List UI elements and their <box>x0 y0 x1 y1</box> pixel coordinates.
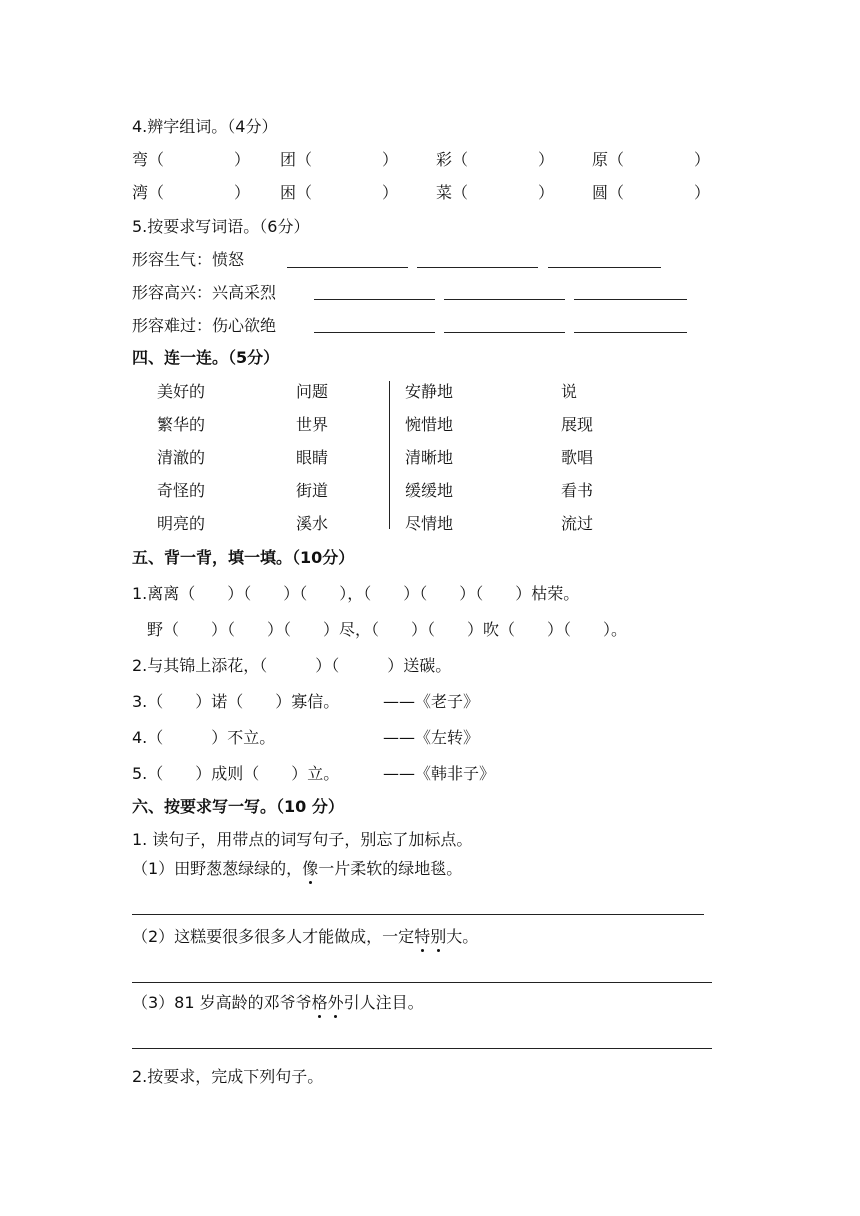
sentence-3 <box>132 993 424 1013</box>
dotted-word: 格 <box>311 993 328 1012</box>
char-bracket-open: 团（ <box>280 150 313 169</box>
question-4-title: 4.辨字组词。（4分） <box>132 117 278 136</box>
dotted-word: 别 <box>430 927 447 946</box>
char-bracket-open: 困（ <box>280 183 313 202</box>
recite-line-3: 2.与其锦上添花，（ ）（ ）送碳。 <box>132 656 452 675</box>
sentence-text: （3）81 岁高龄的邓爷爷 <box>132 993 312 1012</box>
source-citation: ——《老子》 <box>383 692 480 711</box>
answer-blank[interactable] <box>287 267 408 268</box>
answer-line[interactable] <box>132 1048 712 1049</box>
sentence-text: 大。 <box>446 927 479 946</box>
connect-item[interactable]: 明亮的 <box>157 514 206 533</box>
recite-line-4: 3.（ ）诺（ ）寡信。 <box>132 692 340 711</box>
answer-blank[interactable] <box>444 299 565 300</box>
char-bracket-open: 圆（ <box>592 183 625 202</box>
char-bracket-close: ） <box>538 183 555 202</box>
section-connect-title: 四、连一连。（5分） <box>132 348 280 367</box>
connect-item[interactable]: 看书 <box>561 481 594 500</box>
connect-item[interactable]: 溪水 <box>296 514 329 533</box>
connect-item[interactable]: 繁华的 <box>157 415 206 434</box>
connect-item[interactable]: 展现 <box>561 415 594 434</box>
sentence-1 <box>132 859 462 879</box>
answer-blank[interactable] <box>574 299 687 300</box>
char-bracket-close: ） <box>234 150 251 169</box>
answer-line[interactable] <box>132 982 712 983</box>
dotted-word: 外 <box>327 993 344 1012</box>
word-prompt-happy: 形容高兴：兴高采烈 <box>132 283 277 302</box>
sentence-text: （1）田野葱葱绿绿的， <box>132 859 303 878</box>
char-bracket-close: ） <box>382 150 399 169</box>
source-citation: ——《左转》 <box>383 728 480 747</box>
char-bracket-open: 彩（ <box>436 150 469 169</box>
connect-item[interactable]: 尽情地 <box>405 514 454 533</box>
char-bracket-close: ） <box>234 183 251 202</box>
word-prompt-angry: 形容生气：愤怒 <box>132 250 245 269</box>
recite-line-1: 1.离离（ ）（ ）（ ），（ ）（ ）（ ）枯荣。 <box>132 584 580 603</box>
connect-item[interactable]: 街道 <box>296 481 329 500</box>
answer-blank[interactable] <box>314 299 435 300</box>
connect-item[interactable]: 世界 <box>296 415 329 434</box>
section-write-title: 六、按要求写一写。（10 分） <box>132 797 344 816</box>
connect-item[interactable]: 歌唱 <box>561 448 594 467</box>
sentence-text: （2）这糕要很多很多人才能做成，一定 <box>132 927 415 946</box>
sentence-text: 引人注目。 <box>343 993 424 1012</box>
section-recite-title: 五、背一背，填一填。（10分） <box>132 548 355 567</box>
word-prompt-sad: 形容难过：伤心欲绝 <box>132 316 277 335</box>
answer-blank[interactable] <box>314 332 435 333</box>
char-bracket-open: 菜（ <box>436 183 469 202</box>
recite-line-2: 野（ ）（ ）（ ）尽，（ ）（ ）吹（ ）（ ）。 <box>147 620 628 639</box>
answer-blank[interactable] <box>574 332 687 333</box>
write-instruction: 1. 读句子，用带点的词写句子，别忘了加标点。 <box>132 830 473 849</box>
question-2-title: 2.按要求，完成下列句子。 <box>132 1067 324 1086</box>
connect-item[interactable]: 奇怪的 <box>157 481 206 500</box>
connect-item[interactable]: 清晰地 <box>405 448 454 467</box>
answer-blank[interactable] <box>548 267 661 268</box>
char-bracket-open: 原（ <box>592 150 625 169</box>
connect-item[interactable]: 说 <box>561 382 578 401</box>
connect-item[interactable]: 清澈的 <box>157 448 206 467</box>
answer-blank[interactable] <box>417 267 538 268</box>
column-divider <box>389 381 390 529</box>
answer-line[interactable] <box>132 914 704 915</box>
char-bracket-close: ） <box>694 183 711 202</box>
connect-item[interactable]: 流过 <box>561 514 594 533</box>
recite-line-5: 4.（ ）不立。 <box>132 728 276 747</box>
char-bracket-close: ） <box>382 183 399 202</box>
connect-item[interactable]: 眼睛 <box>296 448 329 467</box>
connect-item[interactable]: 美好的 <box>157 382 206 401</box>
recite-line-6: 5.（ ）成则（ ）立。 <box>132 764 340 783</box>
char-bracket-close: ） <box>538 150 555 169</box>
connect-item[interactable]: 缓缓地 <box>405 481 454 500</box>
connect-item[interactable]: 惋惜地 <box>405 415 454 434</box>
answer-blank[interactable] <box>444 332 565 333</box>
connect-item[interactable]: 问题 <box>296 382 329 401</box>
source-citation: ——《韩非子》 <box>383 764 496 783</box>
dotted-word: 特 <box>414 927 431 946</box>
question-5-title: 5.按要求写词语。（6分） <box>132 217 310 236</box>
char-bracket-open: 湾（ <box>132 183 165 202</box>
sentence-2 <box>132 927 478 947</box>
sentence-text: 一片柔软的绿地毯。 <box>318 859 463 878</box>
connect-item[interactable]: 安静地 <box>405 382 454 401</box>
char-bracket-close: ） <box>694 150 711 169</box>
dotted-word: 像 <box>302 859 319 878</box>
char-bracket-open: 弯（ <box>132 150 165 169</box>
